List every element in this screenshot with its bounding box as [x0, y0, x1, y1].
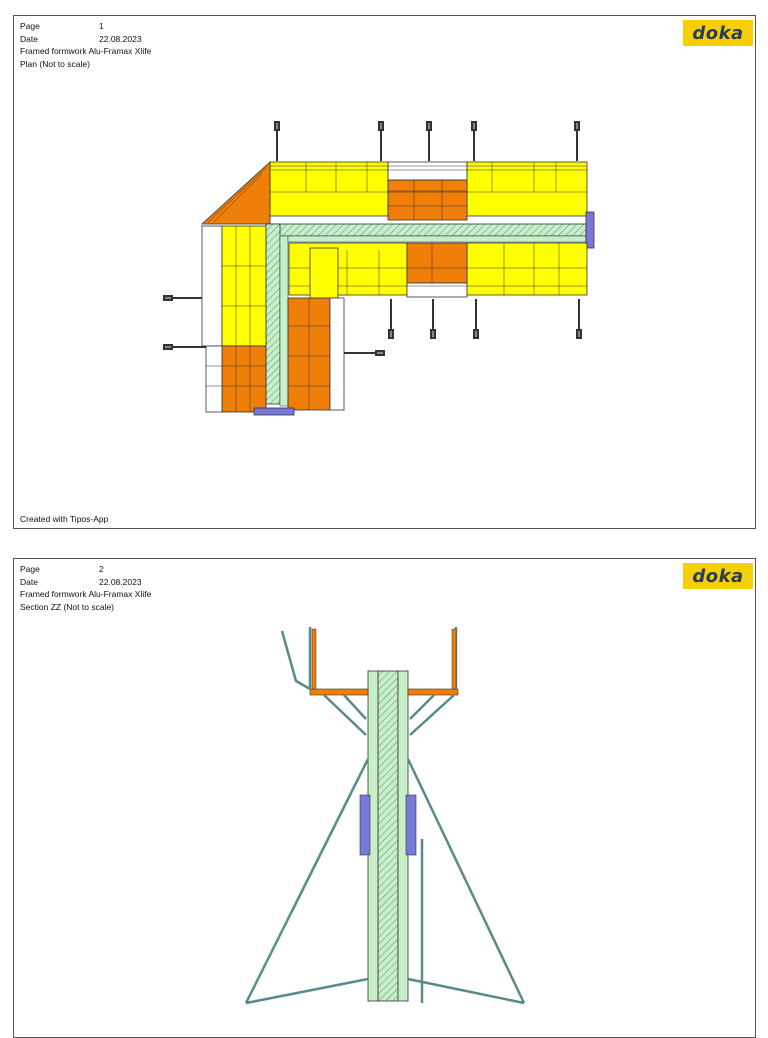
meta-label: Date	[20, 33, 38, 44]
meta-value: 22.08.2023	[99, 576, 142, 587]
meta-label: Page	[20, 21, 40, 31]
meta-label: Page	[20, 564, 40, 574]
page-1	[13, 15, 756, 529]
meta-title: Framed formwork Alu-Framax Xlife	[20, 46, 152, 56]
doka-logo: doka	[683, 20, 753, 46]
meta-value: 1	[99, 21, 104, 31]
meta-view: Plan (Not to scale)	[20, 58, 90, 69]
footer-note: Created with Tipos-App	[20, 514, 109, 524]
bottom-props	[389, 299, 581, 338]
top-props	[275, 122, 579, 161]
section-drawing	[14, 559, 755, 1037]
meta-title: Framed formwork Alu-Framax Xlife	[20, 589, 152, 599]
meta-label: Date	[20, 576, 38, 587]
meta-value: 22.08.2023	[99, 33, 142, 44]
page-2	[13, 558, 756, 1038]
doka-logo: doka	[683, 563, 753, 589]
meta-view: Section ZZ (Not to scale)	[20, 601, 115, 612]
plan-drawing	[14, 16, 755, 528]
meta-value: 2	[99, 564, 104, 574]
